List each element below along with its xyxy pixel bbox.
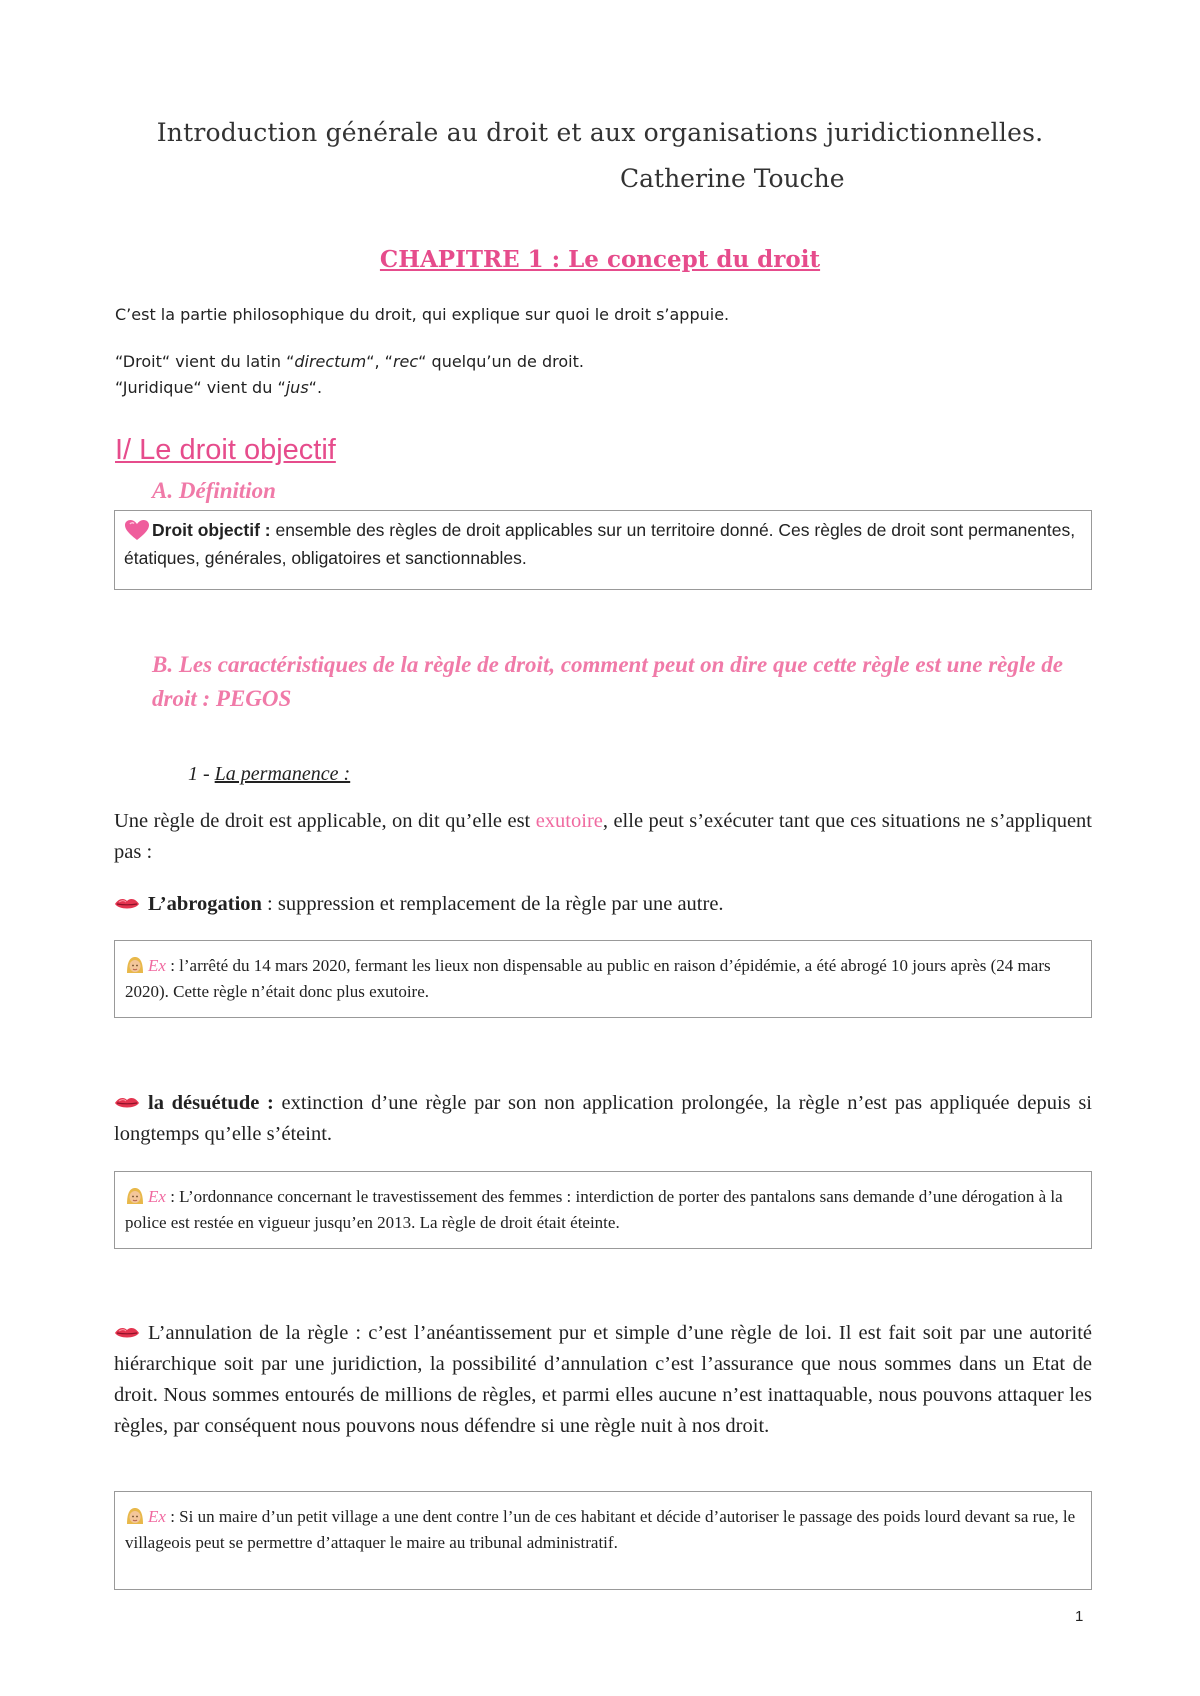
abrogation-term: L’abrogation bbox=[148, 893, 262, 915]
intro-paragraph: C’est la partie philosophique du droit, qui explique sur quoi le droit s’appuie. bbox=[115, 305, 730, 324]
example-box bbox=[114, 940, 1092, 1018]
etymology-juridique bbox=[115, 378, 322, 397]
example-label: Ex bbox=[148, 956, 166, 975]
text-span: “Juridique“ vient du “ bbox=[115, 378, 286, 397]
abrogation-text: : suppression et remplacement de la règle par une autre. bbox=[261, 893, 724, 915]
abrogation-paragraph bbox=[114, 889, 1092, 920]
text-span: “Droit“ vient du latin “ bbox=[115, 352, 295, 371]
point-number: 1 - bbox=[188, 763, 215, 785]
permanence-paragraph bbox=[114, 806, 1092, 868]
definition-box bbox=[114, 510, 1092, 590]
subsection-a-title: A. Définition bbox=[152, 478, 276, 503]
face-icon bbox=[125, 956, 145, 974]
etymology-droit bbox=[115, 352, 584, 371]
latin-word: directum bbox=[294, 352, 367, 371]
face-icon bbox=[125, 1507, 145, 1525]
lips-icon bbox=[114, 1326, 140, 1340]
definition-text: ensemble des règles de droit applicables sur un territoire donné. Ces règles de droit sont permanentes, étatiques, générales, obligatoires et sanctionnables. bbox=[124, 520, 1076, 568]
text-span: “. bbox=[308, 378, 323, 397]
document-author: Catherine Touche bbox=[620, 164, 845, 193]
annulation-paragraph bbox=[114, 1318, 1092, 1442]
latin-word: jus bbox=[285, 378, 309, 397]
example-box bbox=[114, 1491, 1092, 1590]
keyword: exutoire bbox=[535, 810, 603, 832]
section-title: I/ Le droit objectif bbox=[115, 434, 336, 466]
latin-word: rec bbox=[392, 352, 419, 371]
point-title: La permanence : bbox=[214, 763, 351, 785]
heart-icon bbox=[124, 519, 150, 541]
example-label: Ex bbox=[148, 1507, 166, 1526]
example-text: : l’arrêté du 14 mars 2020, fermant les lieux non dispensable au public en raison d’épidémie, a été abrogé 10 jours après (24 mars 2020). Cette règle n’était donc plus exutoire. bbox=[125, 956, 1051, 1001]
page-number: 1 bbox=[1075, 1608, 1084, 1625]
annulation-text: L’annulation de la règle : c’est l’anéantissement pur et simple d’une règle de loi. Il est fait soit par une autorité hiérarchique soit par une juridiction, la possibilité d’annulation c’est l’assurance que nous sommes dans un Etat de droit. Nous sommes entourés de millions de règles, et parmi elles aucune n’est inattaquable, nous pouvons attaquer les règles, par conséquent nous pouvons nous défendre si une règle nuit à nos droit. bbox=[114, 1322, 1092, 1437]
point-heading bbox=[188, 763, 350, 786]
example-text: : Si un maire d’un petit village a une dent contre l’un de ces habitant et décide d’autoriser le passage des poids lourd devant sa rue, le villageois peut se permettre d’attaquer le maire au tribunal administratif. bbox=[125, 1507, 1076, 1552]
document-title: Introduction générale au droit et aux organisations juridictionnelles. bbox=[156, 118, 1044, 147]
desuetude-term: la désuétude : bbox=[148, 1092, 274, 1114]
example-label: Ex bbox=[148, 1187, 166, 1206]
example-text: : L’ordonnance concernant le travestissement des femmes : interdiction de porter des pantalons sans demande d’une dérogation à la police est restée en vigueur jusqu’en 2013. La règle de droit était éteinte. bbox=[125, 1187, 1063, 1232]
definition-term: Droit objectif : bbox=[152, 520, 271, 540]
text-span: , elle peut s’exécuter tant que ces situations ne s’appliquent pas : bbox=[114, 810, 1092, 863]
face-icon bbox=[125, 1187, 145, 1205]
lips-icon bbox=[114, 897, 140, 911]
subsection-b-title: B. Les caractéristiques de la règle de droit, comment peut on dire que cette règle est une règle de droit : PEGOS bbox=[152, 652, 1063, 711]
example-box bbox=[114, 1171, 1092, 1249]
lips-icon bbox=[114, 1096, 140, 1110]
chapter-title: CHAPITRE 1 : Le concept du droit bbox=[379, 246, 821, 273]
desuetude-text: extinction d’une règle par son non application prolongée, la règle n’est pas appliquée depuis si longtemps qu’elle s’éteint. bbox=[114, 1092, 1093, 1145]
text-span: “, “ bbox=[366, 352, 393, 371]
desuetude-paragraph bbox=[114, 1088, 1092, 1150]
text-span: “ quelqu’un de droit. bbox=[418, 352, 584, 371]
text-span: Une règle de droit est applicable, on dit qu’elle est bbox=[114, 810, 536, 832]
